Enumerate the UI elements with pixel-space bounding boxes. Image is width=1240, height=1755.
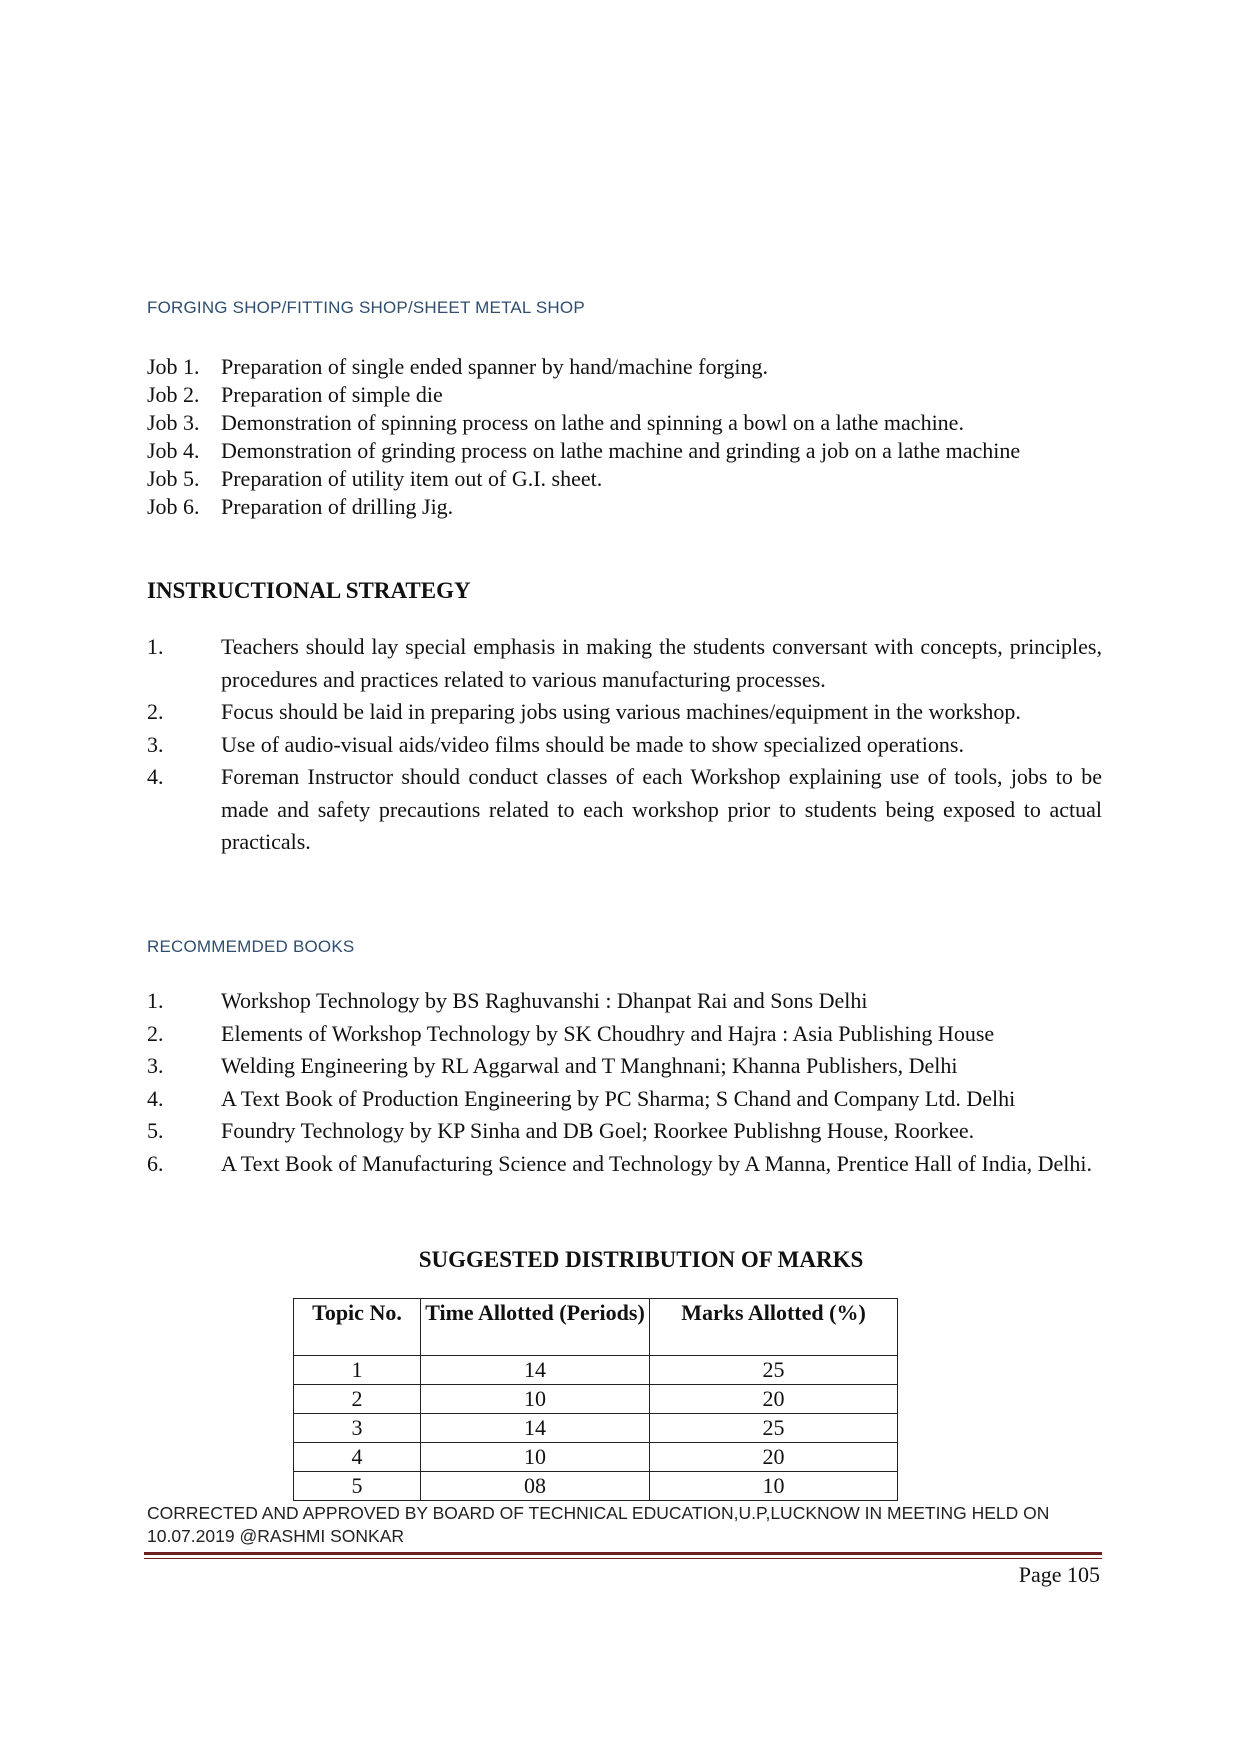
table-cell: 14 — [421, 1356, 650, 1385]
item-number: 5. — [147, 1118, 164, 1143]
item-number: 6. — [147, 1150, 164, 1176]
item-text: Teachers should lay special emphasis in making the students conversant with concepts, principles, procedures and practices related to various manufacturing processes. — [221, 634, 1102, 692]
item-number: 4. — [147, 1085, 164, 1111]
footer-rule — [144, 1552, 1102, 1555]
list-item — [147, 1148, 1102, 1181]
table-cell: 14 — [421, 1414, 650, 1443]
item-text: Foreman Instructor should conduct classes of each Workshop explaining use of tools, jobs to be made and safety precautions related to each workshop prior to students being exposed to actual practicals. — [221, 764, 1102, 854]
marks-title: SUGGESTED DISTRIBUTION OF MARKS — [418, 1247, 864, 1272]
table-cell: 20 — [650, 1385, 898, 1414]
approval-footer: CORRECTED AND APPROVED BY BOARD OF TECHNICAL EDUCATION,U.P,LUCKNOW IN MEETING HELD ON 10.07.2019 @RASHMI SONKAR — [147, 1503, 1050, 1546]
table-cell: 3 — [294, 1414, 421, 1443]
item-text: A Text Book of Production Engineering by PC Sharma; S Chand and Company Ltd. Delhi — [221, 1085, 1016, 1111]
item-number: 4. — [147, 764, 164, 789]
item-text: Use of audio-visual aids/video films should be made to show specialized operations. — [221, 731, 964, 757]
books-list — [147, 985, 1102, 1180]
table-row — [294, 1414, 898, 1443]
table-cell: 5 — [294, 1472, 421, 1501]
list-item — [147, 985, 1102, 1018]
item-number: 2. — [147, 699, 164, 724]
strategy-heading: INSTRUCTIONAL STRATEGY — [147, 578, 471, 603]
table-row — [294, 1356, 898, 1385]
table-row — [294, 1472, 898, 1501]
list-item — [147, 381, 1102, 409]
list-item — [147, 437, 1102, 465]
table-row — [294, 1385, 898, 1414]
footer-rule-thin — [144, 1558, 1102, 1559]
list-item — [147, 1018, 1102, 1051]
item-text: Elements of Workshop Technology by SK Choudhry and Hajra : Asia Publishing House — [221, 1020, 995, 1046]
books-heading: RECOMMEMDED BOOKS — [147, 937, 355, 956]
table-cell: 25 — [650, 1356, 898, 1385]
shop-heading: FORGING SHOP/FITTING SHOP/SHEET METAL SHOP — [147, 298, 585, 317]
marks-table — [293, 1298, 898, 1501]
job-number: Job 4. — [147, 438, 200, 463]
item-number: 1. — [147, 988, 164, 1013]
job-text: Demonstration of grinding process on lathe machine and grinding a job on a lathe machine — [221, 438, 1021, 463]
item-number: 2. — [147, 1020, 164, 1046]
list-item — [147, 493, 1102, 521]
table-cell: 08 — [421, 1472, 650, 1501]
page-number: Page 105 — [1018, 1562, 1100, 1587]
job-text: Demonstration of spinning process on lathe and spinning a bowl on a lathe machine. — [221, 410, 964, 435]
job-number: Job 3. — [147, 410, 200, 435]
list-item — [147, 353, 1102, 381]
job-number: Job 5. — [147, 466, 200, 491]
item-text: Welding Engineering by RL Aggarwal and T Manghnani; Khanna Publishers, Delhi — [221, 1053, 958, 1078]
job-number: Job 2. — [147, 382, 200, 407]
job-text: Preparation of simple die — [221, 382, 443, 407]
column-header: Topic No. — [294, 1299, 421, 1356]
item-text: A Text Book of Manufacturing Science and Technology by A Manna, Prentice Hall of India, Delhi. — [221, 1150, 1093, 1176]
job-number: Job 6. — [147, 494, 200, 519]
list-item — [147, 409, 1102, 437]
table-cell: 10 — [421, 1443, 650, 1472]
item-text: Focus should be laid in preparing jobs using various machines/equipment in the workshop. — [221, 699, 1021, 724]
list-item — [147, 761, 1102, 859]
list-item — [147, 465, 1102, 493]
job-text: Preparation of utility item out of G.I. sheet. — [221, 466, 603, 491]
table-header-row — [294, 1299, 898, 1356]
strategy-list — [147, 631, 1102, 859]
list-item — [147, 729, 1102, 762]
job-number: Job 1. — [147, 354, 200, 379]
item-number: 3. — [147, 1053, 164, 1078]
list-item — [147, 1115, 1102, 1148]
job-text: Preparation of single ended spanner by hand/machine forging. — [221, 354, 768, 379]
item-text: Workshop Technology by BS Raghuvanshi : Dhanpat Rai and Sons Delhi — [221, 988, 868, 1013]
table-cell: 4 — [294, 1443, 421, 1472]
table-row — [294, 1443, 898, 1472]
table-cell: 10 — [650, 1472, 898, 1501]
list-item — [147, 631, 1102, 696]
table-cell: 10 — [421, 1385, 650, 1414]
item-number: 1. — [147, 634, 164, 659]
job-text: Preparation of drilling Jig. — [221, 494, 454, 519]
table-cell: 1 — [294, 1356, 421, 1385]
list-item — [147, 1083, 1102, 1116]
table-cell: 20 — [650, 1443, 898, 1472]
column-header: Marks Allotted (%) — [650, 1299, 898, 1356]
job-list — [147, 353, 1102, 521]
item-text: Foundry Technology by KP Sinha and DB Goel; Roorkee Publishng House, Roorkee. — [221, 1118, 975, 1143]
table-cell: 2 — [294, 1385, 421, 1414]
item-number: 3. — [147, 731, 164, 757]
list-item — [147, 1050, 1102, 1083]
table-cell: 25 — [650, 1414, 898, 1443]
list-item — [147, 696, 1102, 729]
column-header: Time Allotted (Periods) — [421, 1299, 650, 1356]
